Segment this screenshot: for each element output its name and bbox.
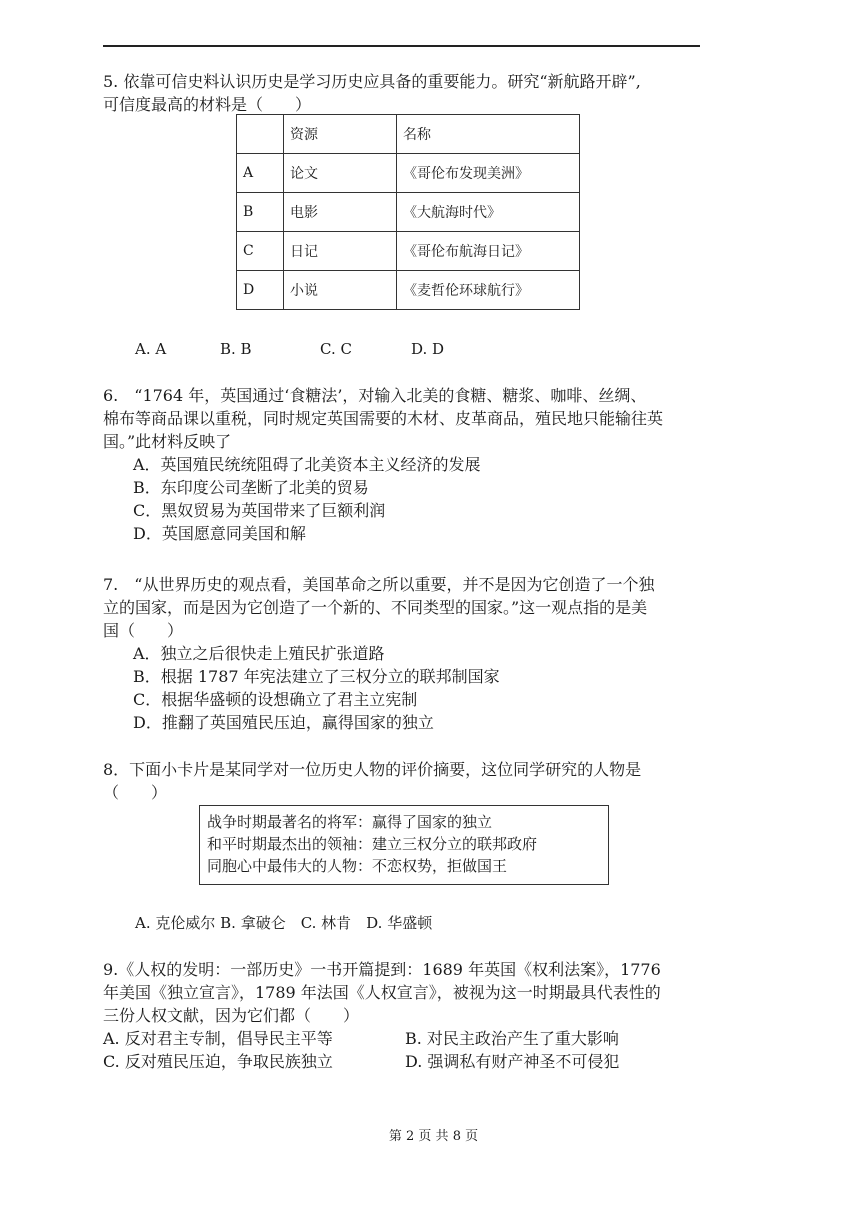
option-b[interactable]: B. 对民主政治产生了重大影响	[405, 1029, 619, 1048]
option-c[interactable]: C．根据华盛顿的设想确立了君主立宪制	[133, 690, 418, 709]
table-header-row	[237, 115, 580, 154]
table-cell: D	[237, 271, 284, 310]
stem-line: （ ）	[103, 783, 168, 802]
stem-line: 可信度最高的材料是（ ）	[103, 95, 312, 114]
table-row	[237, 154, 580, 193]
question-8-options[interactable]: A. 克伦威尔 B. 拿破仑 C. 林肯 D. 华盛顿	[135, 914, 433, 932]
stem-line: 立的国家，而是因为它创造了一个新的、不同类型的国家。”这一观点指的是美	[103, 598, 648, 617]
question-8-stem	[103, 758, 641, 804]
table-cell: B	[237, 193, 284, 232]
table-cell: 《哥伦布航海日记》	[397, 232, 580, 271]
table-header-cell: 名称	[397, 115, 580, 154]
table-row	[237, 232, 580, 271]
table-row	[237, 193, 580, 232]
option-a[interactable]: A．独立之后很快走上殖民扩张道路	[133, 644, 385, 663]
table-cell: 日记	[284, 232, 397, 271]
option-a[interactable]: A. A	[135, 340, 167, 358]
stem-line: 6. “1764 年，英国通过‘食糖法’，对输入北美的食糖、糖浆、咖啡、丝绸、	[103, 386, 647, 405]
table-cell: 论文	[284, 154, 397, 193]
option-b[interactable]: B．根据 1787 年宪法建立了三权分立的联邦制国家	[133, 667, 500, 686]
stem-line: 国。”此材料反映了	[103, 432, 232, 451]
card-line: 和平时期最杰出的领袖：建立三权分立的联邦政府	[207, 835, 538, 853]
option-d[interactable]: D．英国愿意同美国和解	[133, 524, 306, 543]
card-line: 同胞心中最伟大的人物：不恋权势，拒做国王	[207, 857, 508, 875]
evaluation-card	[199, 805, 609, 885]
table-cell: A	[237, 154, 284, 193]
question-6	[103, 384, 663, 545]
option-d[interactable]: D. 强调私有财产神圣不可侵犯	[405, 1052, 620, 1071]
option-b[interactable]: B. B	[220, 340, 252, 358]
table-row	[237, 271, 580, 310]
stem-line: 棉布等商品课以重税，同时规定英国需要的木材、皮革商品，殖民地只能输往英	[103, 409, 664, 428]
question-9-options	[103, 1027, 661, 1073]
option-a[interactable]: A. 反对君主专制，倡导民主平等	[103, 1029, 333, 1048]
page-footer: 第 2 页 共 8 页	[388, 1129, 479, 1144]
option-c[interactable]: C．黑奴贸易为英国带来了巨额利润	[133, 501, 386, 520]
option-c[interactable]: C. C	[320, 340, 352, 358]
table-cell: 《大航海时代》	[397, 193, 580, 232]
table-cell: 《哥伦布发现美洲》	[397, 154, 580, 193]
card-line: 战争时期最著名的将军：赢得了国家的独立	[207, 813, 493, 831]
table-cell: 电影	[284, 193, 397, 232]
stem-line: 5. 依靠可信史料认识历史是学习历史应具备的重要能力。研究“新航路开辟”,	[103, 72, 641, 91]
table-cell: 《麦哲伦环球航行》	[397, 271, 580, 310]
table-cell	[237, 115, 284, 154]
option-a[interactable]: A．英国殖民统统阻碍了北美资本主义经济的发展	[133, 455, 481, 474]
option-d[interactable]: D．推翻了英国殖民压迫，赢得国家的独立	[133, 713, 434, 732]
option-c[interactable]: C. 反对殖民压迫，争取民族独立	[103, 1052, 333, 1071]
question-7	[103, 573, 654, 734]
table-cell: 小说	[284, 271, 397, 310]
top-rule	[103, 45, 700, 47]
table-cell: C	[237, 232, 284, 271]
option-b[interactable]: B．东印度公司垄断了北美的贸易	[133, 478, 369, 497]
table-header-cell: 资源	[284, 115, 397, 154]
question-9	[103, 958, 661, 1073]
source-table	[236, 114, 580, 310]
option-d[interactable]: D. D	[411, 340, 445, 358]
stem-line: 年美国《独立宣言》，1789 年法国《人权宣言》，被视为这一时期最具代表性的	[103, 983, 661, 1002]
question-5-stem	[103, 70, 641, 116]
stem-line: 国（ ）	[103, 621, 184, 640]
stem-line: 8．下面小卡片是某同学对一位历史人物的评价摘要，这位同学研究的人物是	[103, 760, 642, 779]
stem-line: 7. “从世界历史的观点看，美国革命之所以重要，并不是因为它创造了一个独	[103, 575, 655, 594]
stem-line: 9.《人权的发明：一部历史》一书开篇提到：1689 年英国《权利法案》，1776	[103, 960, 661, 979]
stem-line: 三份人权文献，因为它们都（ ）	[103, 1006, 360, 1025]
